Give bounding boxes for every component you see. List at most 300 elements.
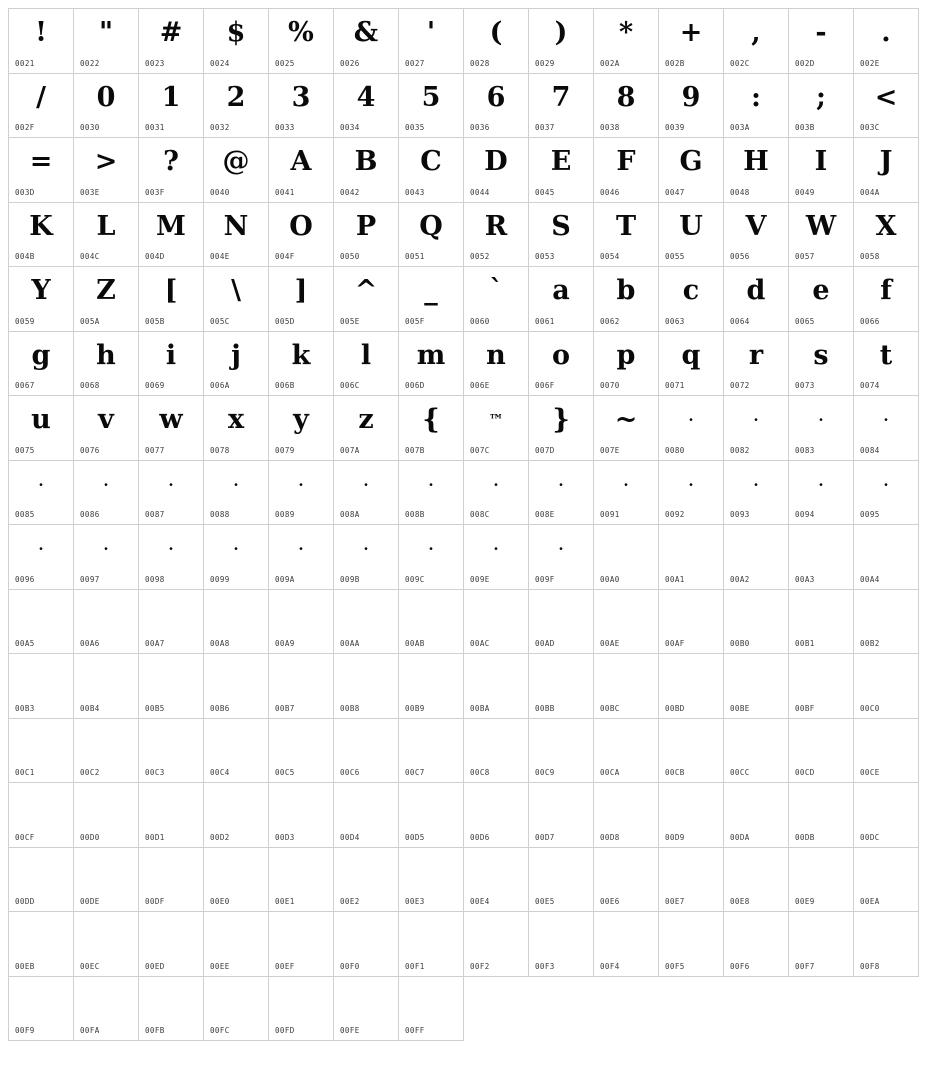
glyph-cell[interactable] — [594, 9, 659, 74]
glyph-character: x — [227, 404, 245, 435]
glyph-cell[interactable] — [139, 267, 204, 332]
glyph-character — [854, 594, 918, 634]
glyph-codepoint: 0066 — [860, 316, 880, 326]
glyph-codepoint: 00F3 — [535, 961, 555, 971]
glyph-character: · — [558, 540, 564, 558]
glyph-cell[interactable] — [269, 74, 334, 139]
glyph-cell[interactable] — [529, 203, 594, 268]
glyph-cell[interactable] — [659, 332, 724, 397]
glyph-character — [789, 723, 853, 763]
glyph-codepoint: 0067 — [15, 381, 35, 390]
glyph-codepoint: 00EF — [275, 961, 295, 971]
glyph-cell[interactable] — [334, 9, 399, 74]
glyph-cell[interactable] — [399, 9, 464, 74]
glyph-cell[interactable] — [594, 267, 659, 332]
glyph-cell[interactable] — [854, 848, 919, 913]
glyph-codepoint: 00B9 — [405, 703, 425, 713]
glyph-cell[interactable] — [529, 138, 594, 203]
glyph-cell[interactable] — [854, 396, 919, 461]
glyph-cell[interactable] — [594, 203, 659, 268]
glyph-cell[interactable] — [659, 9, 724, 74]
glyph-cell[interactable] — [204, 396, 269, 461]
glyph-cell[interactable] — [399, 396, 464, 461]
glyph-cell[interactable] — [74, 461, 139, 526]
glyph-cell[interactable] — [659, 654, 724, 719]
glyph-cell[interactable] — [659, 912, 724, 977]
glyph-cell[interactable] — [9, 848, 74, 913]
glyph-cell[interactable] — [854, 912, 919, 977]
glyph-cell[interactable] — [854, 138, 919, 203]
glyph-cell[interactable] — [334, 461, 399, 526]
glyph-character — [74, 852, 138, 892]
glyph-cell[interactable] — [659, 267, 724, 332]
glyph-cell[interactable] — [789, 912, 854, 977]
glyph-cell[interactable] — [464, 525, 529, 590]
glyph-character: ~ — [614, 404, 638, 435]
glyph-cell[interactable] — [594, 525, 659, 590]
glyph-cell[interactable] — [789, 332, 854, 397]
glyph-codepoint: 00A3 — [795, 574, 815, 584]
glyph-cell[interactable] — [854, 74, 919, 139]
glyph-cell[interactable] — [659, 719, 724, 784]
glyph-character — [9, 852, 73, 892]
glyph-cell[interactable] — [789, 138, 854, 203]
glyph-cell[interactable] — [659, 461, 724, 526]
glyph-cell[interactable] — [789, 74, 854, 139]
glyph-cell[interactable] — [9, 525, 74, 590]
glyph-cell[interactable] — [139, 138, 204, 203]
glyph-cell[interactable] — [139, 74, 204, 139]
glyph-codepoint: 008C — [470, 510, 490, 519]
glyph-character: e — [812, 275, 830, 306]
glyph-cell[interactable] — [399, 74, 464, 139]
glyph-character: · — [883, 475, 889, 494]
glyph-cell[interactable] — [529, 9, 594, 74]
glyph-cell[interactable] — [204, 9, 269, 74]
glyph-codepoint: 00B7 — [275, 703, 295, 713]
glyph-cell[interactable] — [204, 912, 269, 977]
glyph-cell[interactable] — [269, 848, 334, 913]
glyph-character — [204, 658, 268, 698]
glyph-cell[interactable] — [399, 203, 464, 268]
glyph-cell[interactable] — [334, 332, 399, 397]
glyph-cell[interactable] — [464, 783, 529, 848]
glyph-cell[interactable] — [789, 267, 854, 332]
glyph-character — [399, 723, 463, 763]
glyph-codepoint: 00EA — [860, 897, 880, 906]
glyph-cell[interactable] — [594, 396, 659, 461]
glyph-cell[interactable] — [74, 525, 139, 590]
glyph-cell[interactable] — [789, 848, 854, 913]
glyph-cell[interactable] — [464, 332, 529, 397]
glyph-codepoint: 00C4 — [210, 768, 230, 777]
glyph-cell[interactable] — [204, 461, 269, 526]
glyph-cell[interactable] — [399, 912, 464, 977]
glyph-codepoint: 0062 — [600, 316, 620, 326]
glyph-cell[interactable] — [399, 267, 464, 332]
glyph-cell[interactable] — [139, 848, 204, 913]
glyph-cell[interactable] — [269, 654, 334, 719]
glyph-cell[interactable] — [204, 525, 269, 590]
glyph-character: E — [550, 146, 572, 177]
glyph-codepoint: 00E1 — [275, 897, 295, 906]
glyph-cell[interactable] — [204, 719, 269, 784]
glyph-cell[interactable] — [594, 461, 659, 526]
glyph-cell[interactable] — [334, 848, 399, 913]
glyph-character — [789, 852, 853, 892]
glyph-cell[interactable] — [204, 783, 269, 848]
glyph-codepoint: 00DC — [860, 832, 880, 842]
glyph-character — [594, 723, 658, 763]
glyph-cell[interactable] — [529, 912, 594, 977]
glyph-cell[interactable] — [399, 654, 464, 719]
glyph-cell[interactable] — [659, 138, 724, 203]
glyph-cell[interactable] — [9, 74, 74, 139]
glyph-cell[interactable] — [269, 461, 334, 526]
glyph-cell[interactable] — [399, 138, 464, 203]
glyph-cell[interactable] — [724, 461, 789, 526]
glyph-cell[interactable] — [334, 138, 399, 203]
glyph-cell[interactable] — [724, 783, 789, 848]
glyph-cell[interactable] — [659, 74, 724, 139]
glyph-cell[interactable] — [334, 783, 399, 848]
glyph-cell[interactable] — [789, 783, 854, 848]
glyph-codepoint: 00BE — [730, 703, 750, 713]
glyph-cell[interactable] — [269, 977, 334, 1042]
glyph-cell[interactable] — [529, 654, 594, 719]
glyph-codepoint: 00DD — [15, 897, 35, 906]
glyph-cell[interactable] — [204, 848, 269, 913]
glyph-cell[interactable] — [334, 912, 399, 977]
glyph-cell[interactable] — [269, 590, 334, 655]
glyph-cell[interactable] — [529, 525, 594, 590]
glyph-cell[interactable] — [659, 783, 724, 848]
glyph-cell[interactable] — [9, 783, 74, 848]
glyph-cell[interactable] — [594, 138, 659, 203]
glyph-cell[interactable] — [529, 719, 594, 784]
glyph-cell[interactable] — [789, 654, 854, 719]
glyph-cell[interactable] — [464, 654, 529, 719]
glyph-character: ` — [489, 275, 503, 306]
glyph-cell[interactable] — [334, 590, 399, 655]
glyph-cell[interactable] — [269, 525, 334, 590]
glyph-character: j — [231, 339, 241, 371]
glyph-cell[interactable] — [74, 977, 139, 1042]
glyph-character: t — [879, 339, 893, 371]
glyph-cell[interactable] — [74, 912, 139, 977]
glyph-codepoint: 0027 — [405, 58, 425, 68]
glyph-character — [204, 723, 268, 763]
glyph-cell[interactable] — [204, 203, 269, 268]
glyph-cell[interactable] — [334, 396, 399, 461]
glyph-codepoint: 002F — [15, 123, 35, 132]
glyph-cell[interactable] — [334, 719, 399, 784]
glyph-cell[interactable] — [334, 654, 399, 719]
glyph-cell[interactable] — [9, 912, 74, 977]
glyph-character: T — [615, 210, 637, 242]
glyph-cell[interactable] — [789, 525, 854, 590]
glyph-cell[interactable] — [854, 461, 919, 526]
glyph-codepoint: 0063 — [665, 316, 685, 326]
glyph-cell[interactable] — [139, 719, 204, 784]
glyph-character: V — [745, 210, 767, 242]
glyph-cell[interactable] — [594, 590, 659, 655]
glyph-codepoint: 005F — [405, 316, 425, 326]
glyph-codepoint: 00E0 — [210, 897, 230, 906]
glyph-cell[interactable] — [399, 332, 464, 397]
glyph-cell[interactable] — [139, 654, 204, 719]
glyph-cell[interactable] — [334, 267, 399, 332]
glyph-cell[interactable] — [594, 654, 659, 719]
glyph-cell[interactable] — [594, 912, 659, 977]
glyph-cell[interactable] — [659, 525, 724, 590]
glyph-cell[interactable] — [464, 912, 529, 977]
glyph-character — [269, 852, 333, 892]
glyph-cell[interactable] — [9, 267, 74, 332]
glyph-cell[interactable] — [529, 267, 594, 332]
glyph-cell[interactable] — [789, 9, 854, 74]
glyph-cell[interactable] — [269, 203, 334, 268]
glyph-cell[interactable] — [139, 332, 204, 397]
glyph-cell[interactable] — [594, 783, 659, 848]
glyph-cell[interactable] — [139, 525, 204, 590]
glyph-cell[interactable] — [854, 332, 919, 397]
glyph-cell[interactable] — [204, 267, 269, 332]
glyph-cell[interactable] — [529, 848, 594, 913]
glyph-cell[interactable] — [9, 654, 74, 719]
glyph-character — [399, 658, 463, 698]
glyph-cell[interactable] — [854, 267, 919, 332]
glyph-cell[interactable] — [269, 332, 334, 397]
glyph-codepoint: 0088 — [210, 510, 230, 519]
glyph-cell[interactable] — [659, 590, 724, 655]
glyph-character — [594, 787, 658, 827]
glyph-codepoint: 00DE — [80, 897, 100, 906]
glyph-cell[interactable] — [399, 461, 464, 526]
glyph-cell[interactable] — [204, 977, 269, 1042]
glyph-codepoint: 006D — [405, 381, 425, 390]
glyph-cell[interactable] — [789, 396, 854, 461]
glyph-cell[interactable] — [139, 9, 204, 74]
glyph-cell[interactable] — [74, 783, 139, 848]
glyph-cell[interactable] — [9, 203, 74, 268]
glyph-cell[interactable] — [269, 783, 334, 848]
glyph-cell[interactable] — [9, 396, 74, 461]
glyph-cell[interactable] — [269, 9, 334, 74]
glyph-cell[interactable] — [74, 203, 139, 268]
glyph-character — [464, 916, 528, 956]
glyph-cell[interactable] — [74, 9, 139, 74]
glyph-cell[interactable] — [334, 203, 399, 268]
glyph-cell[interactable] — [139, 396, 204, 461]
glyph-codepoint: 00BB — [535, 703, 555, 713]
glyph-cell[interactable] — [724, 590, 789, 655]
glyph-cell[interactable] — [789, 719, 854, 784]
glyph-character — [74, 916, 138, 956]
glyph-cell[interactable] — [139, 461, 204, 526]
glyph-cell[interactable] — [724, 138, 789, 203]
glyph-codepoint: 0051 — [405, 252, 425, 261]
glyph-cell[interactable] — [659, 203, 724, 268]
glyph-cell[interactable] — [594, 719, 659, 784]
glyph-cell[interactable] — [9, 9, 74, 74]
glyph-character: 0 — [96, 81, 116, 113]
glyph-cell[interactable] — [724, 267, 789, 332]
glyph-cell[interactable] — [399, 848, 464, 913]
glyph-cell[interactable] — [724, 719, 789, 784]
glyph-cell[interactable] — [399, 783, 464, 848]
glyph-cell[interactable] — [74, 396, 139, 461]
glyph-character: J — [879, 146, 893, 177]
glyph-cell[interactable] — [724, 654, 789, 719]
glyph-cell[interactable] — [204, 332, 269, 397]
glyph-character — [139, 852, 203, 892]
glyph-cell[interactable] — [529, 332, 594, 397]
glyph-cell[interactable] — [399, 977, 464, 1042]
glyph-character — [464, 787, 528, 827]
glyph-cell[interactable] — [464, 74, 529, 139]
glyph-codepoint: 0021 — [15, 58, 35, 68]
glyph-codepoint: 005C — [210, 316, 230, 326]
glyph-cell[interactable] — [139, 783, 204, 848]
glyph-cell[interactable] — [464, 848, 529, 913]
glyph-cell[interactable] — [334, 74, 399, 139]
glyph-codepoint: 0040 — [210, 187, 230, 197]
glyph-cell[interactable] — [724, 396, 789, 461]
glyph-cell[interactable] — [724, 9, 789, 74]
glyph-cell[interactable] — [594, 848, 659, 913]
glyph-cell[interactable] — [204, 138, 269, 203]
glyph-cell[interactable] — [854, 719, 919, 784]
glyph-cell[interactable] — [464, 719, 529, 784]
glyph-cell[interactable] — [9, 590, 74, 655]
glyph-cell[interactable] — [464, 396, 529, 461]
glyph-cell[interactable] — [854, 525, 919, 590]
glyph-codepoint: 00E7 — [665, 897, 685, 906]
glyph-cell[interactable] — [334, 525, 399, 590]
glyph-character — [334, 787, 398, 827]
glyph-character: N — [223, 210, 249, 242]
glyph-codepoint: 00FF — [405, 1026, 425, 1035]
glyph-codepoint: 007E — [600, 445, 620, 455]
glyph-cell[interactable] — [659, 848, 724, 913]
glyph-cell[interactable] — [529, 590, 594, 655]
glyph-cell[interactable] — [789, 203, 854, 268]
glyph-cell[interactable] — [724, 848, 789, 913]
glyph-cell[interactable] — [269, 396, 334, 461]
glyph-cell[interactable] — [74, 719, 139, 784]
glyph-cell[interactable] — [74, 654, 139, 719]
glyph-cell[interactable] — [204, 74, 269, 139]
glyph-character: F — [616, 146, 636, 177]
glyph-cell[interactable] — [724, 525, 789, 590]
glyph-cell[interactable] — [854, 654, 919, 719]
glyph-cell[interactable] — [594, 332, 659, 397]
glyph-cell[interactable] — [854, 590, 919, 655]
glyph-character — [269, 981, 333, 1021]
glyph-cell[interactable] — [724, 332, 789, 397]
glyph-cell[interactable] — [139, 912, 204, 977]
glyph-cell[interactable] — [464, 461, 529, 526]
glyph-cell[interactable] — [464, 267, 529, 332]
glyph-cell[interactable] — [334, 977, 399, 1042]
glyph-character: I — [814, 146, 828, 177]
glyph-cell[interactable] — [139, 203, 204, 268]
glyph-character — [594, 916, 658, 956]
glyph-character: · — [298, 540, 304, 558]
glyph-cell[interactable] — [74, 590, 139, 655]
glyph-character — [269, 594, 333, 634]
glyph-codepoint: 005D — [275, 316, 295, 326]
glyph-cell[interactable] — [529, 783, 594, 848]
glyph-character — [529, 787, 593, 827]
glyph-cell[interactable] — [139, 590, 204, 655]
glyph-cell[interactable] — [724, 203, 789, 268]
glyph-cell[interactable] — [854, 9, 919, 74]
glyph-codepoint: 00D0 — [80, 832, 100, 842]
glyph-character: % — [288, 17, 314, 48]
glyph-character: 8 — [616, 81, 636, 113]
glyph-cell[interactable] — [854, 203, 919, 268]
glyph-cell[interactable] — [724, 912, 789, 977]
glyph-cell[interactable] — [529, 396, 594, 461]
glyph-cell[interactable] — [854, 783, 919, 848]
glyph-codepoint: 0084 — [860, 445, 880, 455]
glyph-cell[interactable] — [399, 719, 464, 784]
glyph-character — [269, 723, 333, 763]
glyph-codepoint: 0083 — [795, 445, 815, 455]
glyph-cell[interactable] — [74, 848, 139, 913]
glyph-codepoint: 0030 — [80, 123, 100, 132]
glyph-cell[interactable] — [724, 74, 789, 139]
glyph-cell[interactable] — [74, 138, 139, 203]
glyph-cell[interactable] — [269, 912, 334, 977]
glyph-cell[interactable] — [399, 525, 464, 590]
glyph-cell[interactable] — [399, 590, 464, 655]
glyph-character: - — [815, 17, 827, 48]
glyph-cell[interactable] — [594, 74, 659, 139]
glyph-cell[interactable] — [9, 138, 74, 203]
glyph-cell[interactable] — [464, 203, 529, 268]
glyph-cell[interactable] — [9, 977, 74, 1042]
glyph-cell[interactable] — [269, 138, 334, 203]
glyph-character: ] — [294, 275, 308, 306]
glyph-cell[interactable] — [464, 138, 529, 203]
glyph-cell[interactable] — [789, 590, 854, 655]
glyph-cell[interactable] — [9, 461, 74, 526]
glyph-cell[interactable] — [464, 590, 529, 655]
glyph-cell[interactable] — [529, 461, 594, 526]
glyph-character — [529, 852, 593, 892]
glyph-cell[interactable] — [269, 719, 334, 784]
glyph-codepoint: 004A — [860, 187, 880, 197]
glyph-cell[interactable] — [204, 654, 269, 719]
glyph-cell[interactable] — [789, 461, 854, 526]
glyph-cell[interactable] — [74, 267, 139, 332]
glyph-cell[interactable] — [529, 74, 594, 139]
glyph-character — [74, 723, 138, 763]
glyph-cell[interactable] — [139, 977, 204, 1042]
glyph-cell[interactable] — [74, 332, 139, 397]
glyph-cell[interactable] — [9, 719, 74, 784]
glyph-cell[interactable] — [269, 267, 334, 332]
glyph-cell[interactable] — [659, 396, 724, 461]
glyph-cell[interactable] — [74, 74, 139, 139]
glyph-cell[interactable] — [204, 590, 269, 655]
glyph-cell[interactable] — [9, 332, 74, 397]
glyph-cell[interactable] — [464, 9, 529, 74]
glyph-character: ™ — [488, 411, 504, 429]
